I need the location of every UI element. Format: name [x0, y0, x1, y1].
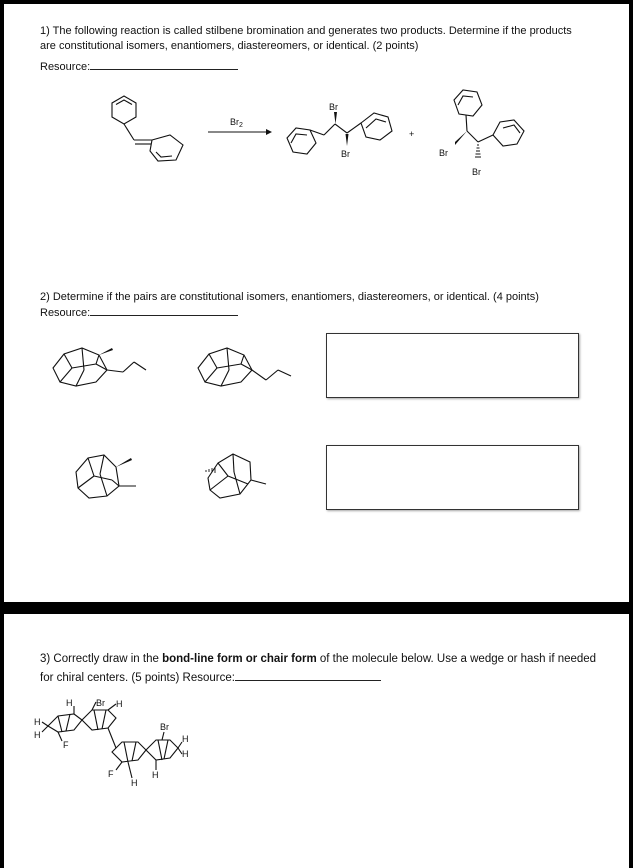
atom-br2: Br	[160, 722, 169, 732]
atom-h4: H	[34, 730, 41, 740]
atom-br1: Br	[96, 698, 105, 708]
question-1-resource-label: Resource:	[40, 61, 91, 73]
pair-2-molecule-a-wedge	[116, 458, 132, 467]
pair-1-molecule-a-wedge	[99, 348, 113, 355]
plus-sign: +	[409, 129, 415, 139]
worksheet-page-2	[4, 614, 629, 868]
product-1-br-top: Br	[329, 102, 338, 112]
question-3-text-start: 3) Correctly draw in the	[40, 653, 163, 665]
question-3-text-end: of the molecule below. Use a wedge or hash if needed for chiral centers. (5 points) Resource:	[40, 653, 597, 684]
question-1-text: 1) The following reaction is called stilbene bromination and generates two products. Determine if the products are constitutional isomers, enantiomers, diastereomers, or identical. (2 points)	[40, 25, 572, 52]
question-3-text-bold: bond-line form or chair form	[162, 653, 317, 665]
question-2-molecules	[4, 4, 629, 602]
atom-h7: H	[131, 778, 138, 788]
pair-1-molecule-b	[198, 348, 291, 386]
reagent-label: $Br_2$	[230, 117, 243, 129]
atom-f1: F	[63, 740, 69, 750]
atom-h6: H	[182, 749, 189, 759]
pair-1-molecule-a	[53, 348, 146, 386]
question-2-resource-label: Resource:	[40, 307, 91, 319]
product-2-br-left: Br	[439, 148, 448, 158]
atom-h8: H	[152, 770, 159, 780]
atom-h2: H	[116, 699, 123, 709]
product-2-br-bottom: Br	[472, 167, 481, 177]
worksheet-page-1	[4, 4, 629, 602]
atom-h3: H	[34, 717, 41, 727]
atom-h1: H	[66, 698, 73, 708]
pair-2-molecule-b	[208, 454, 266, 498]
product-1-br-bottom: Br	[341, 149, 350, 159]
atom-h5: H	[182, 734, 189, 744]
question-3-molecule	[4, 614, 629, 868]
question-2-text: 2) Determine if the pairs are constitutional isomers, enantiomers, diastereomers, or identical. (4 points)	[40, 291, 539, 303]
pair-1-answer-box[interactable]	[326, 333, 579, 398]
atom-f2: F	[108, 769, 114, 779]
pair-2-answer-box[interactable]	[326, 445, 579, 510]
